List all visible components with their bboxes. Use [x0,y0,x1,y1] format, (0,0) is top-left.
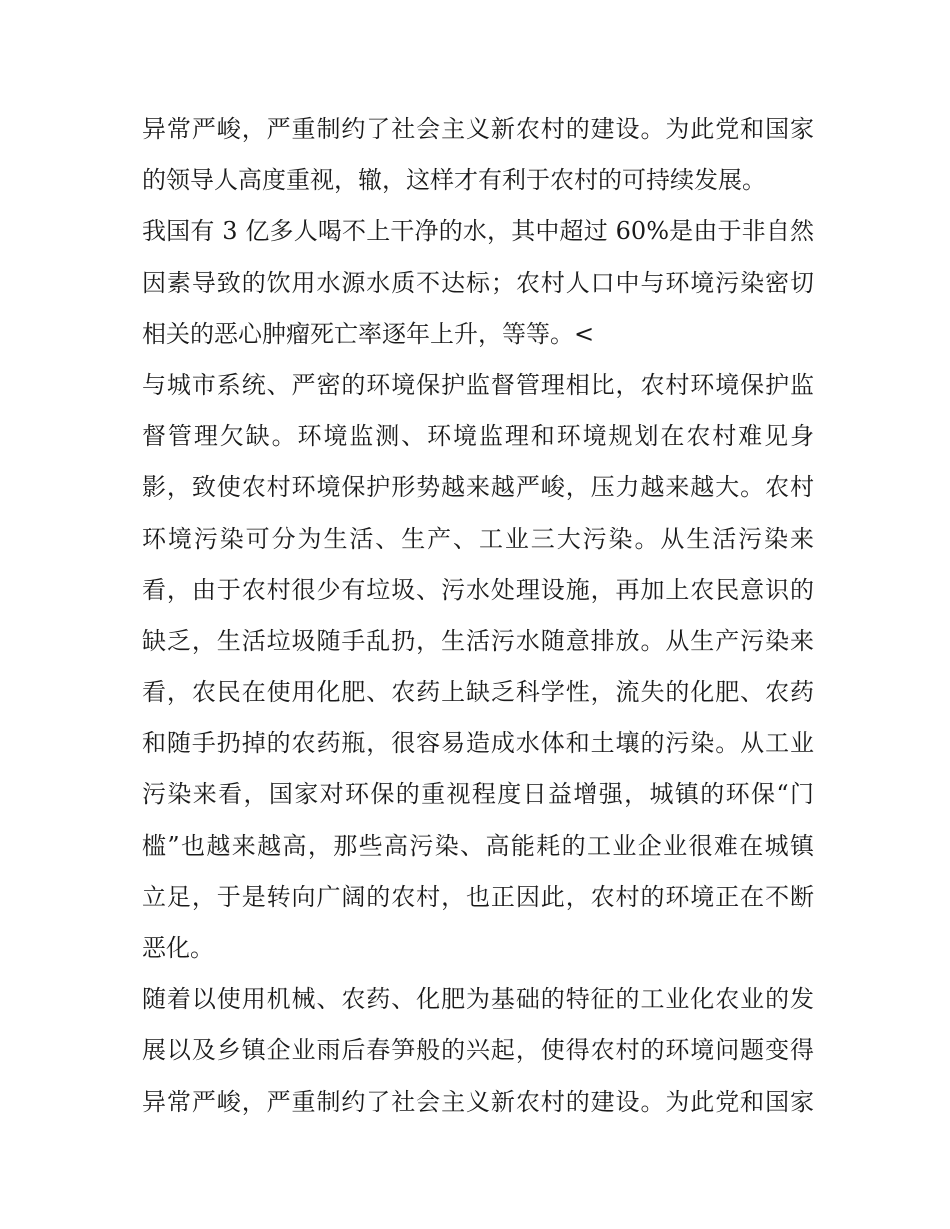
text-line: 随着以使用机械、农药、化肥为基础的特征的工业化农业的发 [142,985,814,1014]
text-line: 展以及乡镇企业雨后春笋般的兴起，使得农村的环境问题变得 [142,1036,814,1065]
text-line: 立足，于是转向广阔的农村，也正因此，农村的环境正在不断 [142,882,814,911]
text-line: 看，农民在使用化肥、农药上缺乏科学性，流失的化肥、农药 [142,678,814,707]
text-line: 的领导人高度重视，辙，这样才有利于农村的可持续发展。 [142,166,766,195]
document-body [142,104,814,1128]
text-line: 因素导致的饮用水源水质不达标；农村人口中与环境污染密切 [142,268,814,297]
text-line: 槛”也越来越高，那些高污染、高能耗的工业企业很难在城镇 [142,831,814,860]
text-line: 看，由于农村很少有垃圾、污水处理设施，再加上农民意识的 [142,575,814,604]
text-line: 督管理欠缺。环境监测、环境监理和环境规划在农村难见身 [142,422,814,451]
text-line: 异常严峻，严重制约了社会主义新农村的建设。为此党和国家 [142,1087,814,1116]
text-line: 环境污染可分为生活、生产、工业三大污染。从生活污染来 [142,524,814,553]
text-line: 相关的恶心肿瘤死亡率逐年上升，等等。< [142,319,595,348]
text-line: 和随手扔掉的农药瓶，很容易造成水体和土壤的污染。从工业 [142,729,814,758]
text-line: 我国有 3 亿多人喝不上干净的水，其中超过 60%是由于非自然 [142,217,814,246]
text-line: 异常严峻，严重制约了社会主义新农村的建设。为此党和国家 [142,115,814,143]
text-line: 影，致使农村环境保护形势越来越严峻，压力越来越大。农村 [142,473,814,502]
text-line: 与城市系统、严密的环境保护监督管理相比，农村环境保护监 [142,370,814,399]
text-line: 恶化。 [142,934,214,962]
text-line: 污染来看，国家对环保的重视程度日益增强，城镇的环保“门 [142,780,814,809]
text-line: 缺乏，生活垃圾随手乱扔，生活污水随意排放。从生产污染来 [142,626,814,655]
